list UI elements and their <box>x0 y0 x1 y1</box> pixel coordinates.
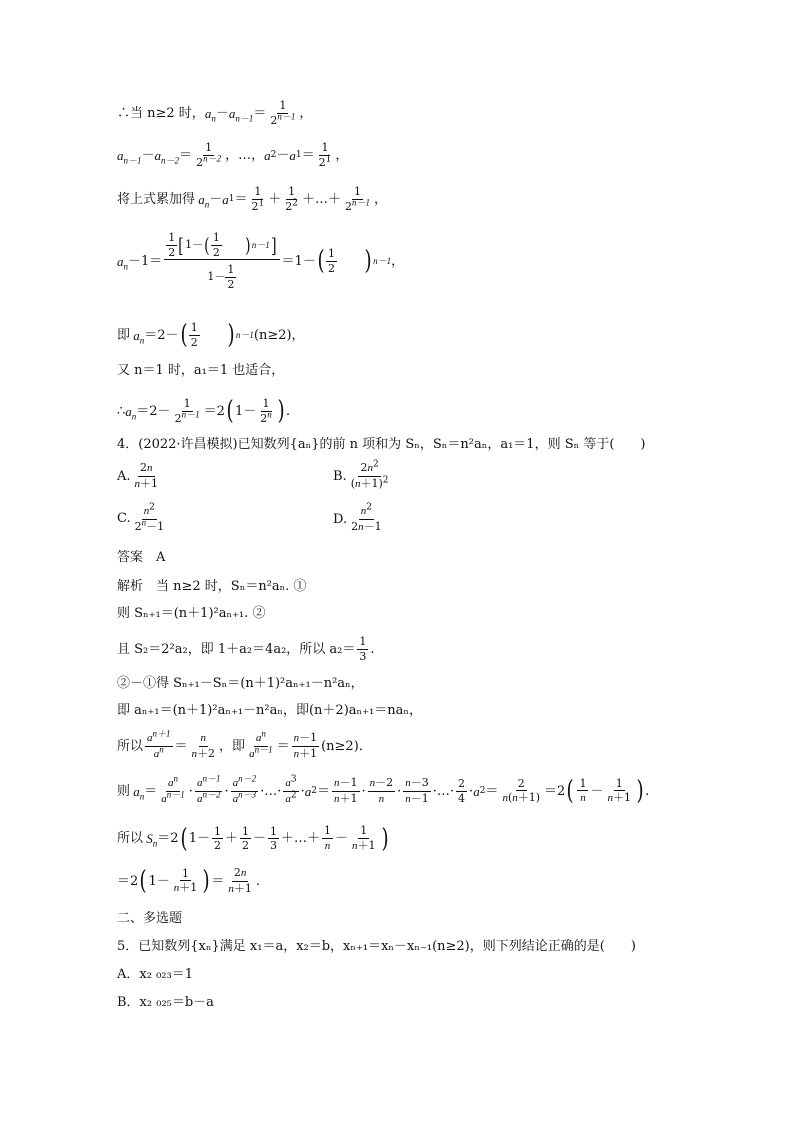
answer: 答案 A <box>117 550 166 565</box>
derivation-line-1: ∴当 n≥2 时， $a_n$ － $a_{n-1}$ ＝ $\frac{1}{2^{n-1}}$ ， <box>117 99 313 127</box>
line6-text: 又 n＝1 时，a₁＝1 也适合， <box>117 363 285 378</box>
derivation-line-5: 即 $a_n$ ＝2－ ( $\frac{1}{2}$ ) n－1 (n≥2)， <box>117 320 305 351</box>
analysis-line-5: 即 aₙ₊₁＝(n＋1)²aₙ₊₁－n²aₙ，即(n＋2)aₙ₊₁＝naₙ， <box>117 703 422 718</box>
line5-prefix: 即 <box>117 327 131 343</box>
option-b: B. $\frac{2n^2}{(n+1)^2}$ <box>333 459 389 490</box>
analysis-line-7: 则 $a_n$ ＝ $\frac{a^n}{a^{n-1}}$ · $\frac{a^{n-1}}{a^{n-2}}$ · $\frac{a^{n-2}}{a^{n-3}}$ ·…· $\frac{a^3}{a^2}$ · a 2 ＝ $\frac{n-1}{n+1}$ · $\frac{n-2}{n}$ · $\frac{n-3}{n-1}$ ·…· $\frac{2}{4}$ · a 2 ＝ $\frac{2}{n(n+1)}$ ＝2 ( $\frac{1}{n}$ － $\frac{1}{n+1}$ ) . <box>117 773 650 807</box>
line3-prefix: 将上式累加得 <box>117 191 196 207</box>
derivation-line-4: $a_n$ －1＝ $\frac{1}{2}$ [ 1－ ( $\frac{1}{2}$ ) n－1 ] 1－ $\frac{1}{2}$ ＝1－ ( $\frac{1}{2}$ ) n－1 ， <box>117 231 405 291</box>
derivation-line-6 <box>117 364 284 377</box>
analysis-line-3: 且 S₂＝2²a₂，即 1＋a₂＝4a₂，所以 a₂＝ $\frac{1}{3}$ . <box>117 635 375 663</box>
analysis-line-9: ＝2 ( 1－ $\frac{1}{n+1}$ ) ＝ $\frac{2n}{n+1}$ . <box>117 866 261 897</box>
question-5-option-a: A．x₂ ₀₂₃＝1 <box>117 967 193 982</box>
question-5-option-b: B．x₂ ₀₂₅＝b－a <box>117 995 214 1010</box>
derivation-line-2: $a_{n-1}$ － $a_{n-2}$ ＝ $\frac{1}{2^{n-2}}$ ，…， a 2 － a 1 ＝ $\frac{1}{2^1}$ ， <box>117 141 349 169</box>
section-heading: 二、多选题 <box>117 911 183 926</box>
question-4-stem: 4．(2022·许昌模拟)已知数列{aₙ}的前 n 项和为 Sₙ，Sₙ＝n²aₙ，a₁＝1，则 Sₙ 等于( ) <box>117 437 646 452</box>
analysis-line-2: 则 Sₙ₊₁＝(n＋1)²aₙ₊₁. ② <box>117 606 266 621</box>
analysis-line-8: 所以 $S_n$ ＝2 ( 1－ $\frac{1}{2}$ ＋ $\frac{1}{2}$ － $\frac{1}{3}$ ＋…＋ $\frac{1}{n}$ － $\frac{1}{n+1}$ ) <box>117 823 389 854</box>
derivation-line-3: 将上式累加得 $a_n$ － a 1 ＝ $\frac{1}{2^1}$ ＋ $\frac{1}{2^2}$ ＋…＋ $\frac{1}{2^{n-1}}$ ， <box>117 185 388 213</box>
derivation-line-7: ∴ $a_n$ ＝2－ $\frac{1}{2^{n-1}}$ ＝2 ( 1－ $\frac{1}{2^n}$ ) . <box>117 396 291 427</box>
option-c: C. $\frac{n^2}{2^n-1}$ <box>117 502 165 533</box>
option-d: D. $\frac{n^2}{2n-1}$ <box>333 502 382 533</box>
option-a: A. $\frac{2n}{n+1}$ <box>117 461 159 490</box>
line1-prefix: ∴当 n≥2 时， <box>117 105 205 121</box>
analysis-line-6: 所以 $\frac{a^{n+1}}{a^n}$ ＝ $\frac{n}{n+2}$ ，即 $\frac{a^n}{a^{n-1}}$ ＝ $\frac{n-1}{n+1}$ (n≥2)． <box>117 728 372 760</box>
line5-cond: (n≥2)， <box>253 327 305 343</box>
question-5-stem: 5．已知数列{xₙ}满足 x₁＝a，x₂＝b，xₙ₊₁＝xₙ－xₙ₋₁(n≥2)，则下列结论正确的是( ) <box>117 939 636 954</box>
analysis-line-4: ②－①得 Sₙ₊₁－Sₙ＝(n＋1)²aₙ₊₁－n²aₙ， <box>117 676 364 691</box>
analysis-line-1: 解析 当 n≥2 时，Sₙ＝n²aₙ. ① <box>117 579 307 594</box>
